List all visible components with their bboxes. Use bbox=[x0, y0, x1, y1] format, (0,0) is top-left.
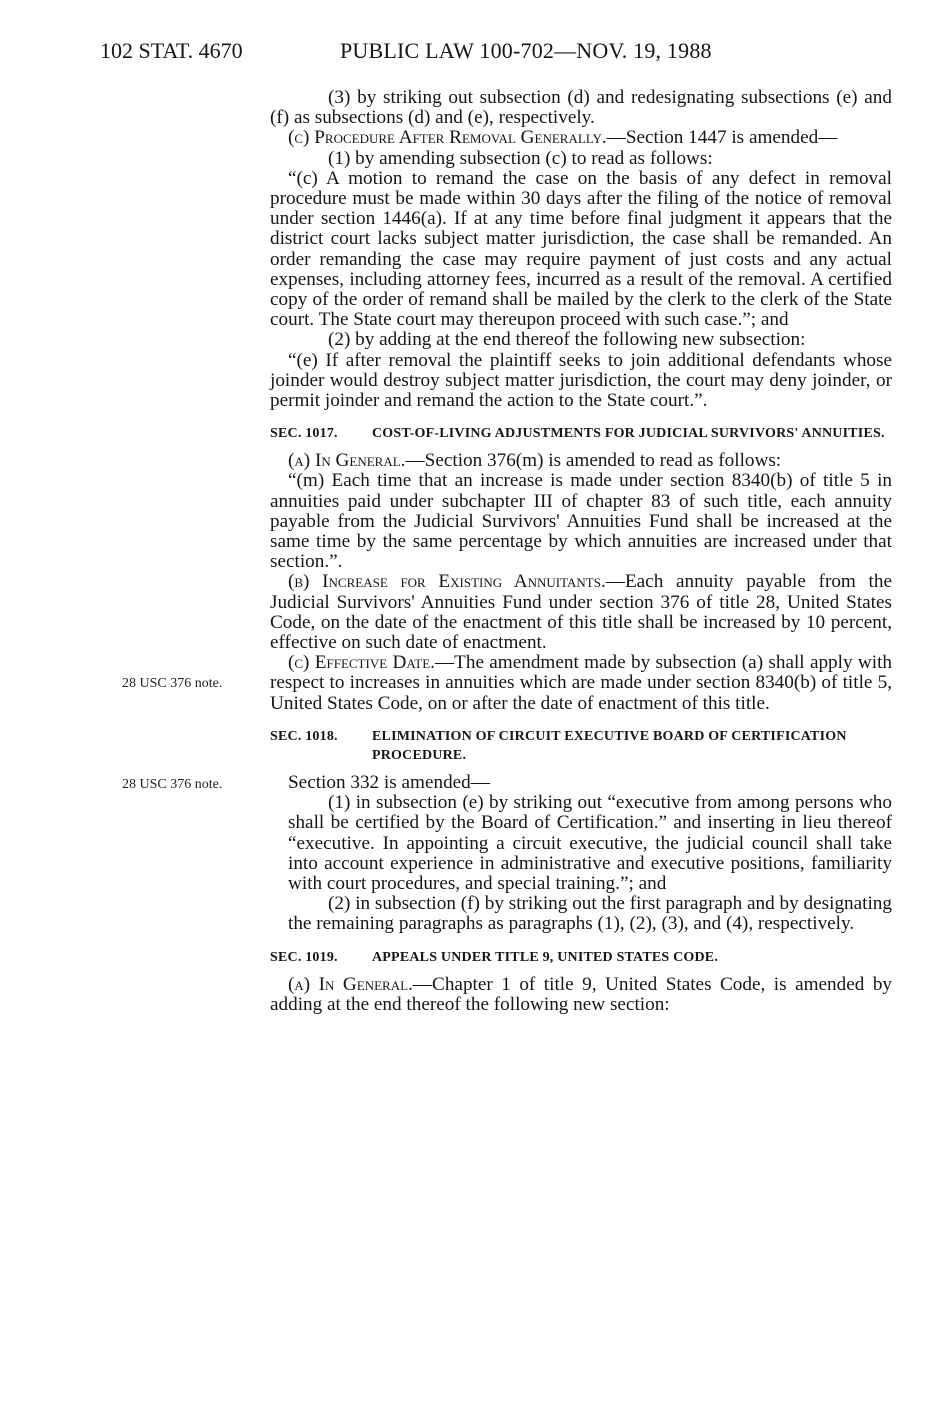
subsection-text: —Section 376(m) is amended to read as follows: bbox=[405, 450, 782, 472]
paragraph-1-amending: (1) by amending subsection (c) to read as follows: bbox=[328, 147, 713, 169]
document-body bbox=[270, 88, 892, 1015]
paragraph-3-striking: (3) by striking out subsection (d) and redesignating subsections (e) and (f) as subsections (d) and (e), respectively. bbox=[270, 87, 892, 129]
quoted-subsection-e: “(e) If after removal the plaintiff seeks to join additional defendants whose joinder would destroy subject matter jurisdiction, the court may deny joinder, or permit joinder and remand the action to the State court.”. bbox=[270, 349, 892, 412]
section-1019-heading bbox=[270, 948, 892, 967]
section-332-items bbox=[270, 793, 892, 934]
paragraph-section-332: Section 332 is amended— bbox=[288, 771, 490, 793]
section-title: ELIMINATION OF CIRCUIT EXECUTIVE BOARD OF CERTIFICATION PROCEDURE. bbox=[372, 728, 847, 763]
paragraph-b-increase bbox=[270, 572, 892, 653]
paragraph-c-procedure bbox=[270, 128, 892, 148]
subsection-text: —Each annuity payable from the Judicial Survivors' Annuities Fund under section 376 of title 28, United States Code, on the date of the enactment of this title shall be increased by 10 percent, effective on such date of enactment. bbox=[270, 571, 892, 654]
section-title: COST-OF-LIVING ADJUSTMENTS FOR JUDICIAL SURVIVORS' ANNUITIES. bbox=[372, 426, 885, 442]
margin-note-b: 28 USC 376 note. bbox=[122, 676, 223, 691]
section-1017-heading bbox=[270, 424, 892, 443]
section-1018-heading bbox=[270, 727, 892, 765]
subsection-text: —The amendment made by subsection (a) shall apply with respect to increases in annuities which are made under section 8340(b) of title 5, United States Code, on or after the date of enactment of this title. bbox=[270, 652, 892, 714]
subsection-heading: (a) In General. bbox=[288, 450, 406, 472]
subsection-heading: (c) Procedure After Removal Generally. bbox=[288, 127, 607, 149]
paragraph-c-effective-date bbox=[270, 653, 892, 714]
item-2-subsection-f: (2) in subsection (f) by striking out the first paragraph and by designating the remaining paragraphs as paragraphs (1), (2), (3), and (4), respectively. bbox=[288, 893, 892, 935]
quoted-subsection-m: “(m) Each time that an increase is made under section 8340(b) of title 5 in annuities paid under subchapter III of chapter 83 of such title, each annuity payable from the Judicial Survivors' Annuities Fund shall be increased at the same time by the same percentage by which annuities are increased under that section.”. bbox=[270, 470, 892, 573]
section-number: SEC. 1018. bbox=[270, 728, 338, 744]
section-number: SEC. 1019. bbox=[270, 949, 338, 965]
subsection-text: —Chapter 1 of title 9, United States Code, is amended by adding at the end thereof the following new section: bbox=[270, 973, 893, 1015]
public-law-reference: PUBLIC LAW 100-702—NOV. 19, 1988 bbox=[340, 38, 712, 63]
paragraph-2-adding: (2) by adding at the end thereof the following new subsection: bbox=[328, 329, 806, 351]
subsection-heading: (b) Increase for Existing Annuitants. bbox=[288, 571, 606, 593]
stat-page-reference: 102 STAT. 4670 bbox=[100, 38, 243, 63]
page-header bbox=[100, 38, 900, 68]
subsection-text: —Section 1447 is amended— bbox=[606, 127, 838, 149]
quoted-subsection-c: “(c) A motion to remand the case on the basis of any defect in removal procedure must be made within 30 days after the filing of the notice of removal under section 1446(a). If at any time before final judgment it appears that the district court lacks subject matter jurisdiction, the case shall be remanded. An order remanding the case may require payment of just costs and any actual expenses, including attorney fees, incurred as a result of the removal. A certified copy of the order of remand shall be mailed by the clerk to the clerk of the State court. The State court may thereupon proceed with such case.”; and bbox=[270, 167, 892, 331]
item-1-subsection-e: (1) in subsection (e) by striking out “executive from among persons who shall be certified by the Board of Certification.” and inserting in lieu thereof “executive. In appointing a circuit executive, the judicial council shall take into account experience in administrative and executive positions, familiarity with court procedures, and special training.”; and bbox=[288, 792, 892, 894]
subsection-heading: (a) In General. bbox=[288, 973, 413, 995]
paragraph-a-chapter-1 bbox=[270, 975, 892, 1015]
subsection-heading: (c) Effective Date. bbox=[288, 652, 435, 674]
section-title: APPEALS UNDER TITLE 9, UNITED STATES CODE. bbox=[372, 949, 719, 965]
paragraph-a-in-general bbox=[270, 451, 892, 471]
section-number: SEC. 1017. bbox=[270, 426, 338, 442]
margin-note-c: 28 USC 376 note. bbox=[122, 777, 223, 792]
